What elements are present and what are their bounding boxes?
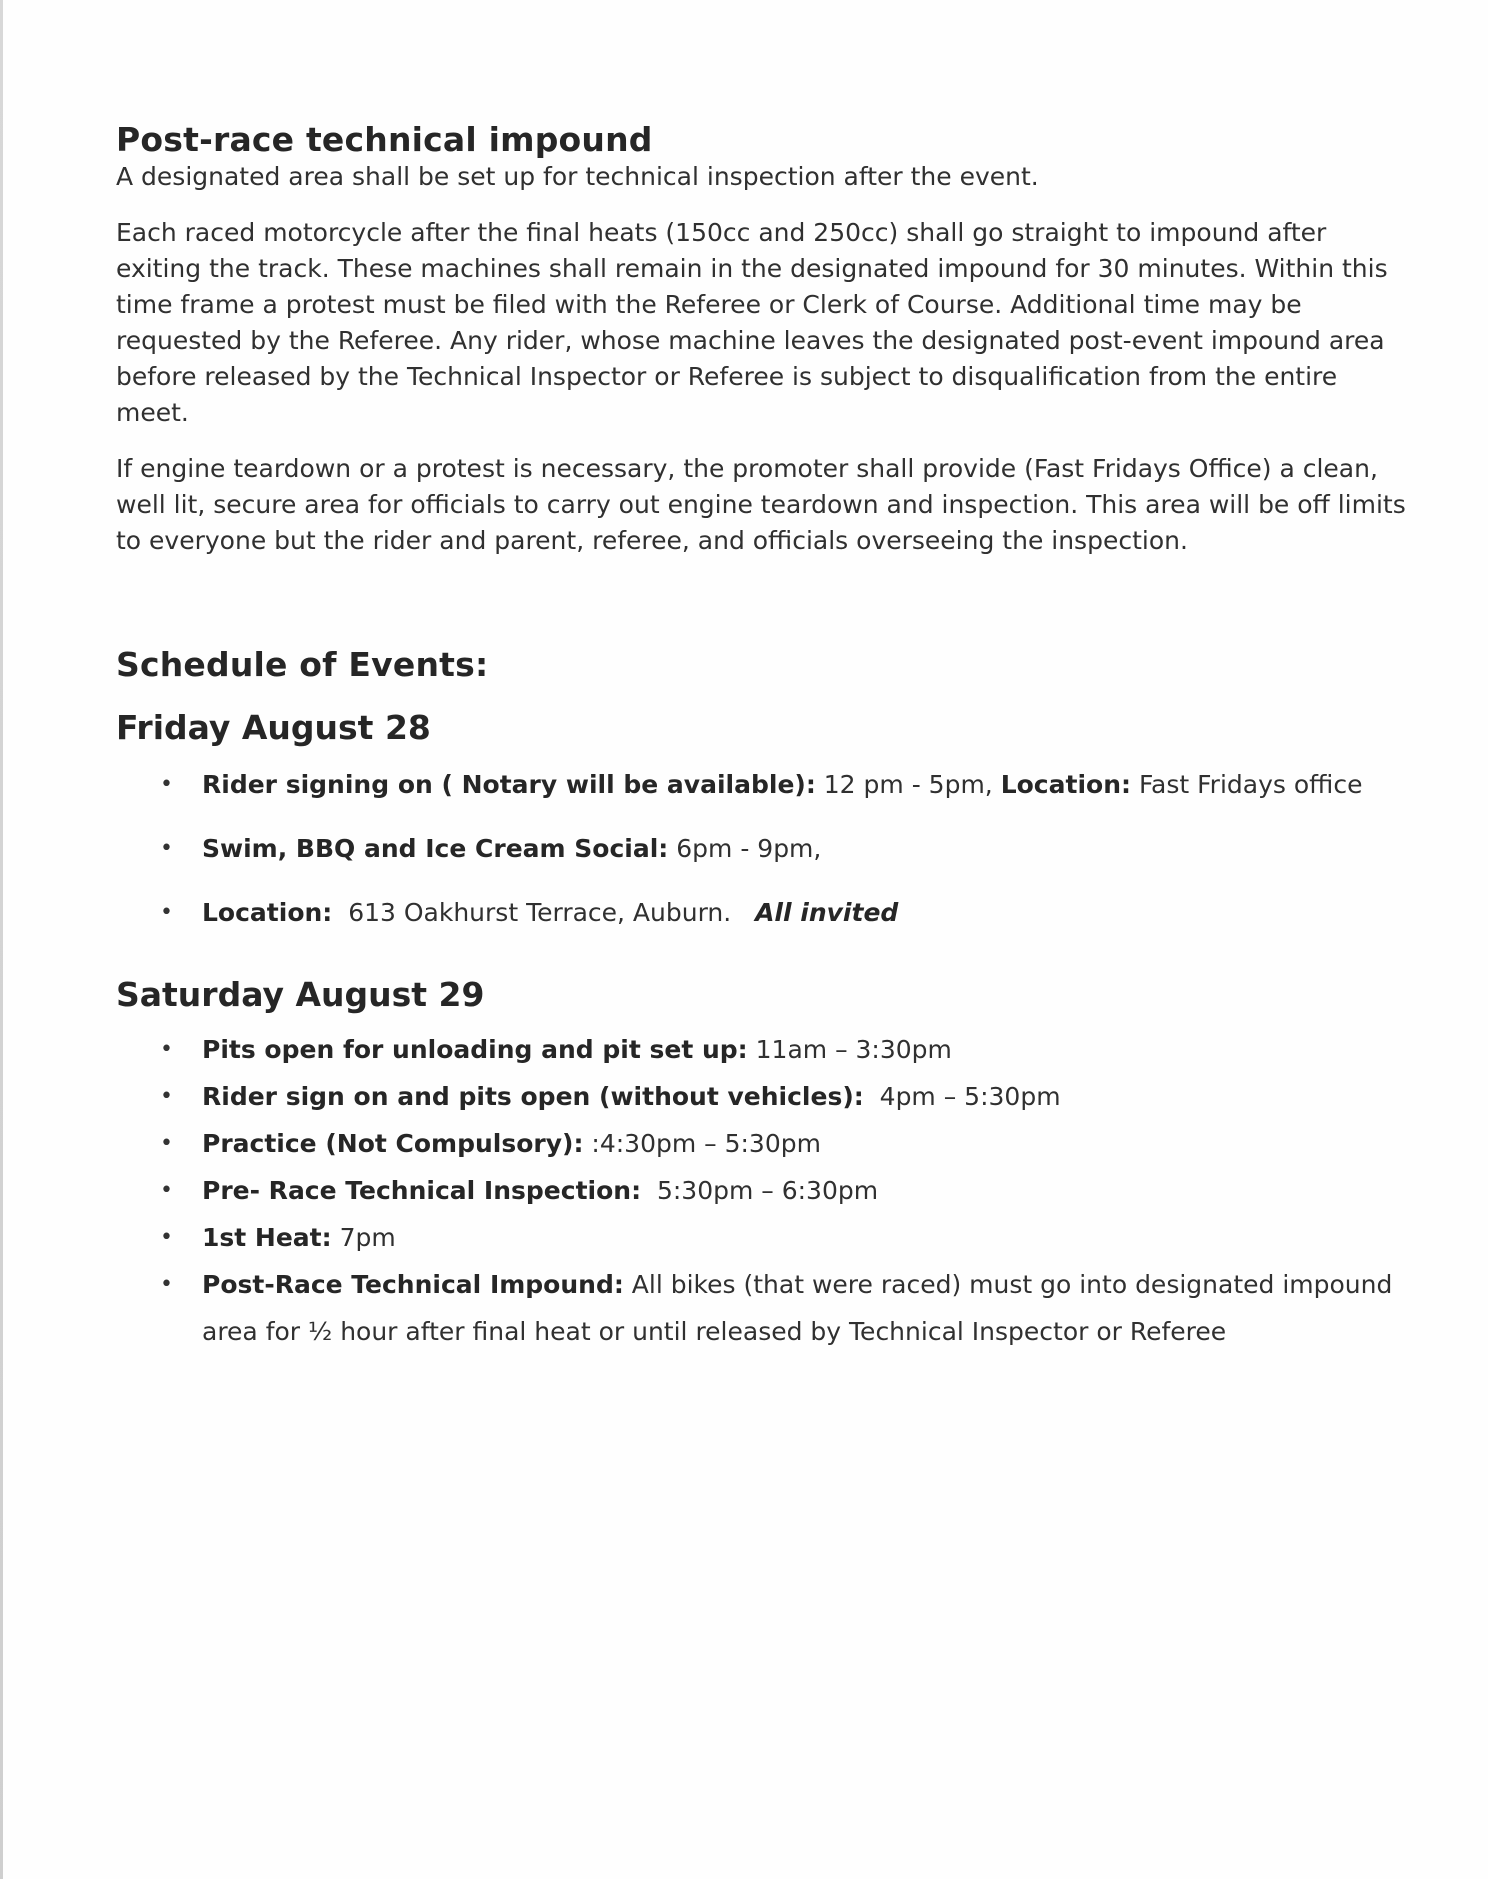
list-item: • Pits open for unloading and pit set up: 11am – 3:30pm [116, 1026, 1406, 1073]
list-item: • Location: 613 Oakhurst Terrace, Auburn. All invited [116, 881, 1406, 945]
impound-paragraph-2: Each raced motorcycle after the final heats (150cc and 250cc) shall go straight to impound after exiting the track. These machines shall remain in the designated impound for 30 minutes. Within this time frame a protest must be filed with the Referee or Clerk of Course. Additional time may be requested by the Referee. Any rider, whose machine leaves the designated post-event impound area before released by the Technical Inspector or Referee is subject to disqualification from the entire meet. [116, 218, 1388, 427]
list-item: • Post-Race Technical Impound: All bikes (that were raced) must go into designated impound area for ½ hour after final heat or until released by Technical Inspector or Referee [116, 1261, 1406, 1355]
schedule-title: Schedule of Events: [116, 645, 489, 684]
scan-edge [0, 0, 3, 1879]
document-content [116, 120, 1406, 1355]
saturday-heading: Saturday August 29 [116, 975, 485, 1014]
saturday-list [116, 1026, 1406, 1355]
impound-paragraph-3: If engine teardown or a protest is necessary, the promoter shall provide (Fast Fridays Office) a clean, well lit, secure area for officials to carry out engine teardown and inspection. This area will be off limits to everyone but the rider and parent, referee, and officials overseeing the inspection. [116, 454, 1406, 555]
impound-title: Post-race technical impound [116, 120, 653, 159]
friday-heading: Friday August 28 [116, 708, 431, 747]
list-item: • Rider signing on ( Notary will be available): 12 pm - 5pm, Location: Fast Fridays office [116, 753, 1406, 817]
list-item: • Practice (Not Compulsory): :4:30pm – 5:30pm [116, 1120, 1406, 1167]
list-item: • Rider sign on and pits open (without vehicles): 4pm – 5:30pm [116, 1073, 1406, 1120]
list-item: • 1st Heat: 7pm [116, 1214, 1406, 1261]
impound-paragraph-1: A designated area shall be set up for technical inspection after the event. [116, 162, 1039, 191]
list-item: • Pre- Race Technical Inspection: 5:30pm – 6:30pm [116, 1167, 1406, 1214]
friday-list [116, 753, 1406, 945]
list-item: • Swim, BBQ and Ice Cream Social: 6pm - 9pm, [116, 817, 1406, 881]
